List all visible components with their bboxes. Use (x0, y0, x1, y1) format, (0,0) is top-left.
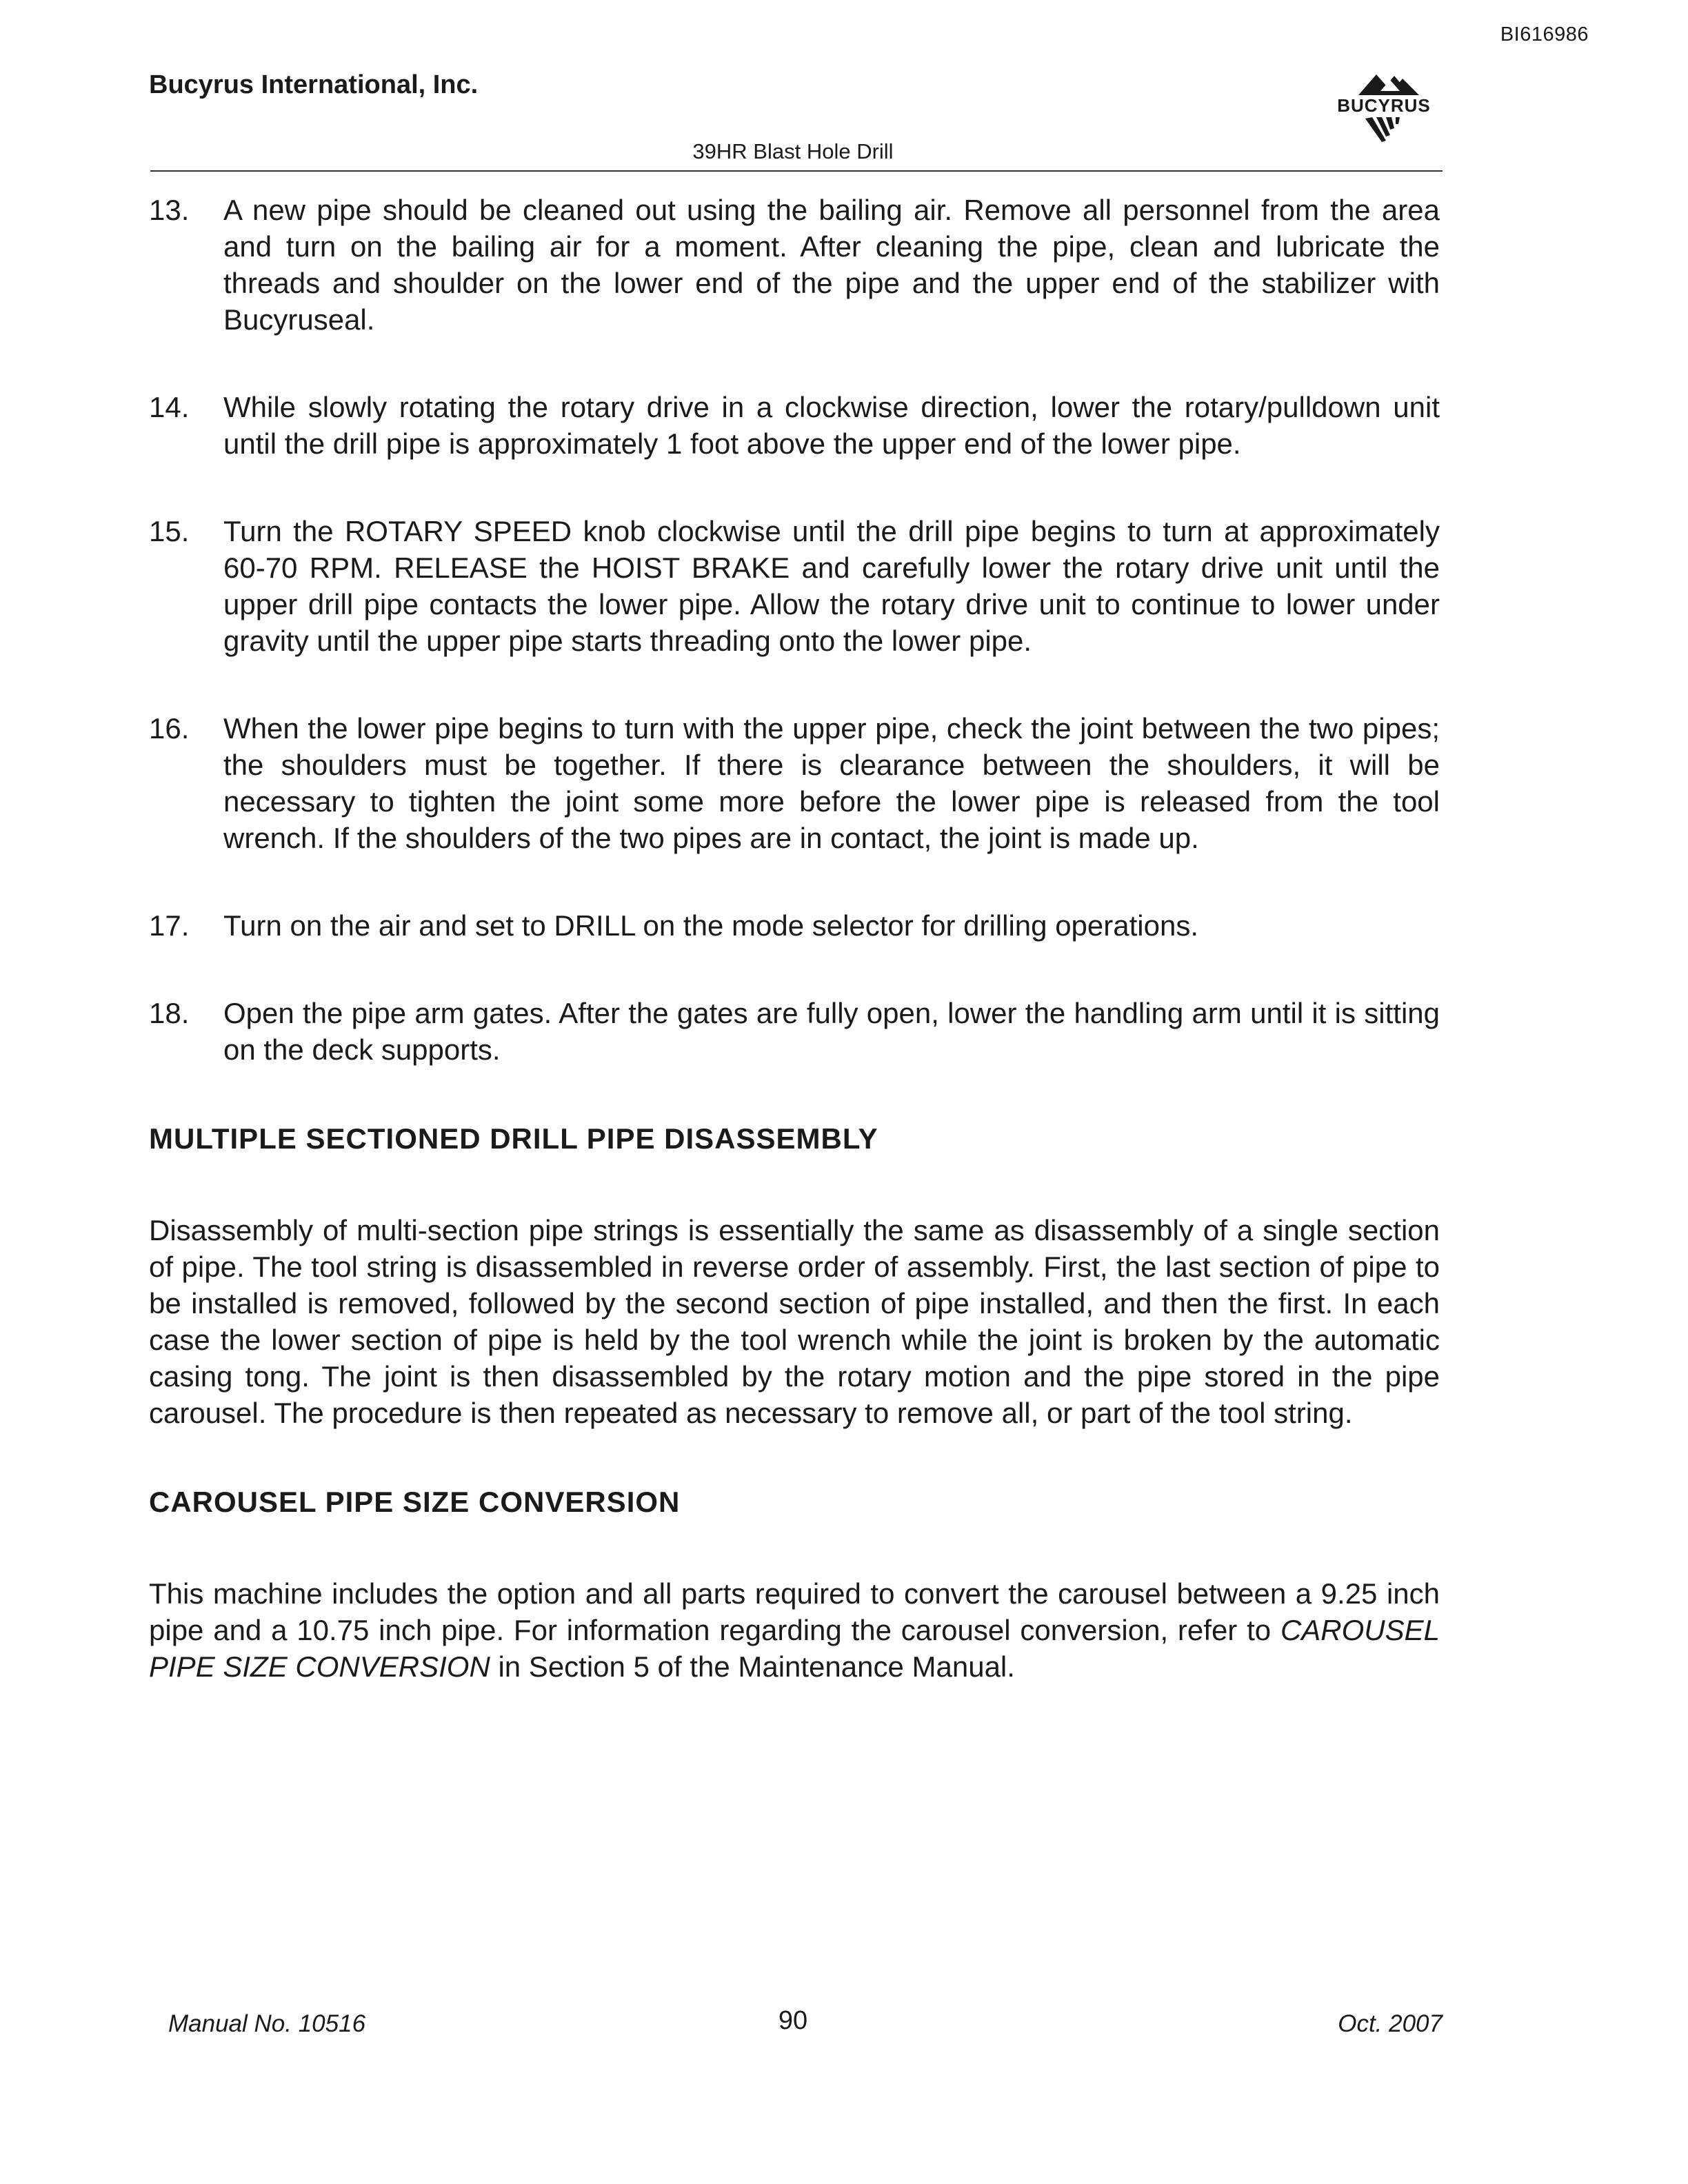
cross-reference: CAROUSEL PIPE SIZE CONVERSION (149, 1614, 1440, 1683)
body-text: in Section 5 of the Maintenance Manual. (490, 1650, 1015, 1683)
company-name: Bucyrus International, Inc. (149, 70, 479, 99)
section-heading-disassembly: MULTIPLE SECTIONED DRILL PIPE DISASSEMBLY (149, 1122, 878, 1155)
page-number: 90 (778, 2006, 808, 2035)
step-text: Turn on the air and set to DRILL on the mode selector for drilling operations. (223, 909, 1198, 942)
step-number: 15. (149, 515, 190, 547)
svg-text:BUCYRUS: BUCYRUS (1337, 95, 1431, 116)
step-number: 18. (149, 997, 190, 1029)
step-number: 14. (149, 391, 190, 423)
section-body-conversion (149, 1575, 1440, 1685)
header-divider (150, 170, 1443, 172)
step-text: When the lower pipe begins to turn with the upper pipe, check the joint between the two pipes; the shoulders must be together. If there is clearance between the shoulders, it will be necessary to tighten the joint some more before the lower pipe is released from the tool wrench. If the shoulders of the two pipes are in contact, the joint is made up. (223, 712, 1440, 854)
step-number: 16. (149, 712, 190, 745)
document-subtitle: 39HR Blast Hole Drill (692, 139, 894, 163)
step-text: While slowly rotating the rotary drive in a clockwise direction, lower the rotary/pulldown unit until the drill pipe is approximately 1 foot above the upper end of the lower pipe. (223, 391, 1440, 460)
step-number: 13. (149, 194, 190, 226)
section-body-disassembly: Disassembly of multi-section pipe strings is essentially the same as disassembly of a single section of pipe. The tool string is disassembled in reverse order of assembly. First, the last section of pipe to be installed is removed, followed by the second section of pipe installed, and then the first. In each case the lower section of pipe is held by the tool wrench while the joint is broken by the automatic casing tong. The joint is then disassembled by the rotary motion and the pipe stored in the pipe carousel. The procedure is then repeated as necessary to remove all, or part of the tool string. (149, 1214, 1440, 1429)
procedure-step (149, 389, 1440, 462)
step-number: 17. (149, 909, 190, 942)
procedure-step (149, 995, 1440, 1068)
step-text: Turn the ROTARY SPEED knob clockwise until the drill pipe begins to turn at approximately 60-70 RPM. RELEASE the HOIST BRAKE and carefully lower the rotary drive unit until the upper drill pipe contacts the lower pipe. Allow the rotary drive unit to continue to lower under gravity until the upper pipe starts threading onto the lower pipe. (223, 515, 1440, 657)
procedure-step (149, 513, 1440, 659)
manual-number: Manual No. 10516 (168, 2010, 366, 2037)
section-heading-conversion: CAROUSEL PIPE SIZE CONVERSION (149, 1486, 681, 1518)
procedure-step (149, 192, 1440, 338)
publication-date: Oct. 2007 (1338, 2010, 1443, 2037)
procedure-step (149, 907, 1440, 944)
body-text: This machine includes the option and all parts required to convert the carousel between a 9.25 inch pipe and a 10.75 inch pipe. For information regarding the carousel conversion, refer to (149, 1577, 1440, 1646)
step-text: Open the pipe arm gates. After the gates are fully open, lower the handling arm until it is sitting on the deck supports. (223, 997, 1440, 1066)
procedure-step (149, 710, 1440, 856)
step-text: A new pipe should be cleaned out using the bailing air. Remove all personnel from the area and turn on the bailing air for a moment. After cleaning the pipe, clean and lubricate the threads and shoulder on the lower end of the pipe and the upper end of the stabilizer with Bucyruseal. (223, 194, 1440, 336)
bucyrus-logo (1323, 69, 1445, 149)
page-content (149, 192, 1440, 1685)
document-id: BI616986 (1500, 23, 1589, 46)
